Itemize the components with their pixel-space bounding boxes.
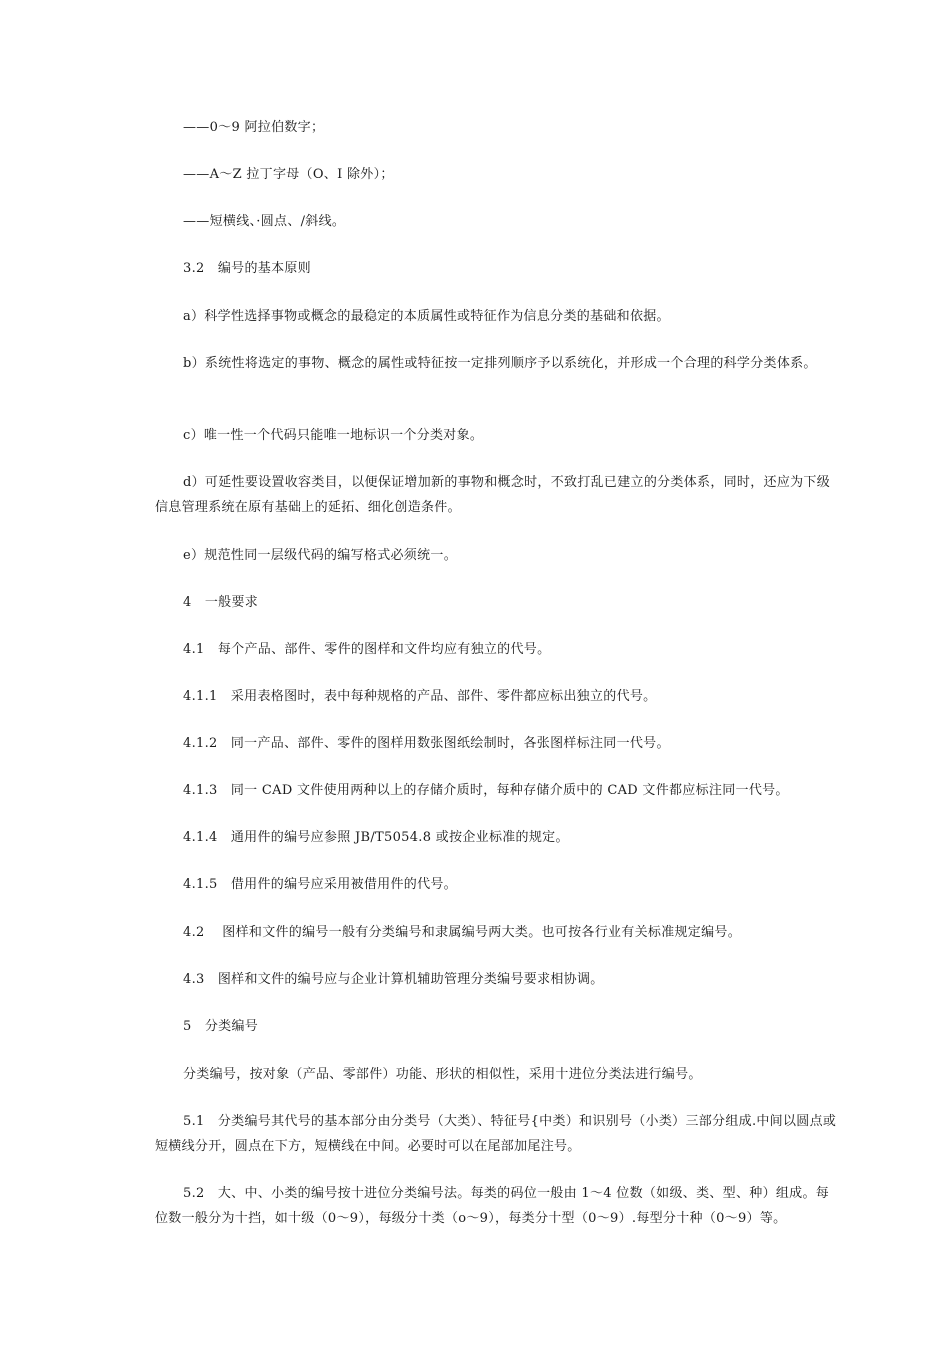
- clause-4-1: 4.1 每个产品、部件、零件的图样和文件均应有独立的代号。: [183, 642, 551, 657]
- section-heading-5: 5 分类编号: [183, 1019, 259, 1034]
- clause-4-1-2: 4.1.2 同一产品、部件、零件的图样用数张图纸绘制时，各张图样标注同一代号。: [183, 736, 670, 751]
- list-item-digits: ——0～9 阿拉伯数字；: [183, 120, 325, 135]
- classification-intro: 分类编号，按对象（产品、零部件）功能、形状的相似性，采用十进位分类法进行编号。: [183, 1067, 702, 1082]
- principle-c: c）唯一性一个代码只能唯一地标识一个分类对象。: [183, 428, 484, 443]
- clause-5-1: 5.1 分类编号其代号的基本部分由分类号（大类）、特征号{中类）和识别号（小类）三部分组成.中间以圆点或短横线分开，圆点在下方，短横线在中间。必要时可以在尾部加尾注号。: [155, 1114, 837, 1154]
- list-item-symbols: ——短横线、·圆点、/斜线。: [183, 214, 346, 229]
- section-heading-4: 4 一般要求: [183, 595, 259, 610]
- clause-5-2: 5.2 大、中、小类的编号按十进位分类编号法。每类的码位一般由 1～4 位数（如级、类、型、种）组成。每位数一般分为十挡，如十级（0～9），每级分十类（o～9），每类分十型（0～9）.每型分十种（0～9）等。: [155, 1186, 830, 1226]
- clause-4-1-1: 4.1.1 采用表格图时，表中每种规格的产品、部件、零件都应标出独立的代号。: [183, 689, 657, 704]
- clause-4-1-5: 4.1.5 借用件的编号应采用被借用件的代号。: [183, 877, 457, 892]
- clause-4-2: 4.2 图样和文件的编号一般有分类编号和隶属编号两大类。也可按各行业有关标准规定编号。: [183, 925, 742, 940]
- principle-b: b）系统性将选定的事物、概念的属性或特征按一定排列顺序予以系统化，并形成一个合理的科学分类体系。: [183, 356, 817, 371]
- list-item-letters: ——A～Z 拉丁字母（O、I 除外）；: [183, 167, 394, 182]
- clause-4-3: 4.3 图样和文件的编号应与企业计算机辅助管理分类编号要求相协调。: [183, 972, 604, 987]
- clause-4-1-4: 4.1.4 通用件的编号应参照 JB/T5054.8 或按企业标准的规定。: [183, 830, 569, 845]
- clause-4-1-3: 4.1.3 同一 CAD 文件使用两种以上的存储介质时，每种存储介质中的 CAD 文件都应标注同一代号。: [183, 783, 789, 798]
- principle-a: a）科学性选择事物或概念的最稳定的本质属性或特征作为信息分类的基础和依据。: [183, 309, 670, 324]
- principle-d: d）可延性要设置收容类目，以便保证增加新的事物和概念时，不致打乱已建立的分类体系，同时，还应为下级信息管理系统在原有基础上的延拓、细化创造条件。: [155, 475, 831, 515]
- principle-e: e）规范性同一层级代码的编写格式必须统一。: [183, 548, 457, 563]
- section-heading-3-2: 3.2 编号的基本原则: [183, 261, 311, 276]
